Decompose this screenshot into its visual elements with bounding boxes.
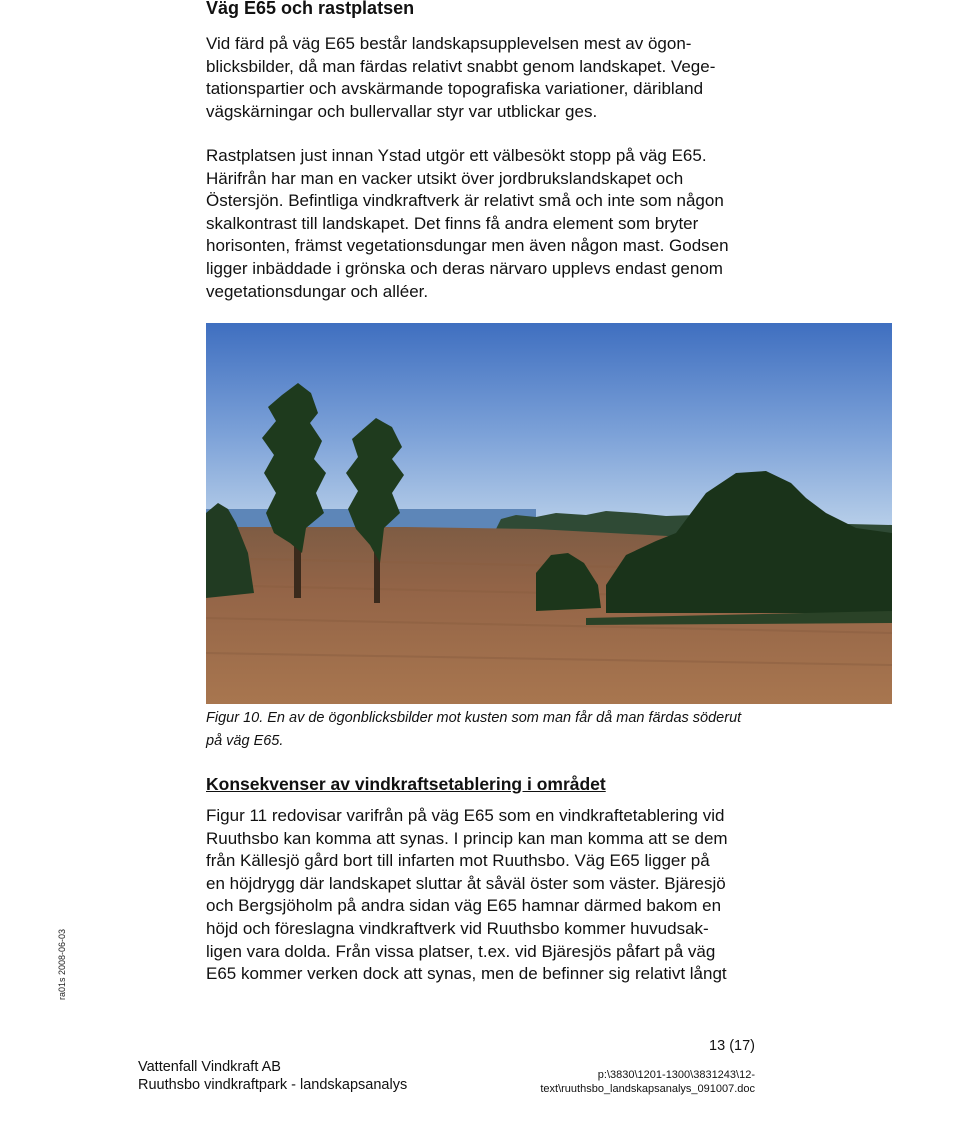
file-path-line: p:\3830\1201-1300\3831243\12- <box>597 1069 755 1081</box>
figure-caption <box>206 707 776 753</box>
document-code: ra01s 2008-06-03 <box>57 928 67 1000</box>
text-line: Härifrån har man en vacker utsikt över jordbrukslandskapet och <box>206 168 684 188</box>
text-line: Östersjön. Befintliga vindkraftverk är relativt små och inte som någon <box>206 191 724 211</box>
text-line: ligger inbäddade i grönska och deras närvaro upplevs endast genom <box>206 258 723 278</box>
text-line: horisonten, främst vegetationsdungar men även någon mast. Godsen <box>206 236 729 256</box>
text-line: från Källesjö gård bort till infarten mot Ruuthsbo. Väg E65 ligger på <box>206 851 710 871</box>
caption-line: på väg E65. <box>206 733 284 749</box>
footer-document-title: Ruuthsbo vindkraftpark - landskapsanalys <box>138 1077 408 1093</box>
text-line: tationspartier och avskärmande topografiska variationer, däribland <box>206 79 704 99</box>
text-line: Rastplatsen just innan Ystad utgör ett välbesökt stopp på väg E65. <box>206 146 707 165</box>
text-line: ligen vara dolda. Från vissa platser, t.ex. vid Bjäresjös påfart på väg <box>206 941 716 961</box>
paragraph-rest-stop <box>206 145 766 303</box>
text-line: Ruuthsbo kan komma att synas. I princip kan man komma att se dem <box>206 828 728 848</box>
text-line: en höjdrygg där landskapet sluttar åt såväl öster som väster. Bjäresjö <box>206 873 726 893</box>
text-line: och Bergsjöholm på andra sidan väg E65 hamnar därmed bakom en <box>206 896 722 916</box>
caption-line: Figur 10. En av de ögonblicksbilder mot kusten som man får då man färdas söderut <box>206 710 742 726</box>
paragraph-consequences <box>206 805 766 986</box>
text-line: E65 kommer verken dock att synas, men de befinner sig relativt långt <box>206 964 727 984</box>
text-line: skalkontrast till landskapet. Det finns få andra element som bryter <box>206 213 699 233</box>
page-number: 13 (17) <box>709 1038 755 1054</box>
text-line: Vid färd på väg E65 består landskapsupplevelsen mest av ögon- <box>206 34 692 53</box>
paragraph-e65-experience <box>206 33 766 123</box>
text-line: vägskärningar och bullervallar styr var utblickar ges. <box>206 101 598 121</box>
footer-left <box>138 1058 407 1094</box>
footer-company: Vattenfall Vindkraft AB <box>138 1059 281 1075</box>
text-line: blicksbilder, då man färdas relativt snabbt genom landskapet. Vege- <box>206 56 716 76</box>
subheading-consequences: Konsekvenser av vindkraftsetablering i området <box>206 774 606 794</box>
section-heading: Väg E65 och rastplatsen <box>206 0 415 18</box>
footer-file-path <box>540 1068 755 1096</box>
text-line: vegetationsdungar och alléer. <box>206 281 429 301</box>
landscape-photo <box>206 323 892 704</box>
text-line: höjd och föreslagna vindkraftverk vid Ruuthsbo kommer huvudsak- <box>206 918 709 938</box>
text-line: Figur 11 redovisar varifrån på väg E65 som en vindkraftetablering vid <box>206 806 725 825</box>
file-path-line: text\ruuthsbo_landskapsanalys_091007.doc <box>540 1083 755 1095</box>
